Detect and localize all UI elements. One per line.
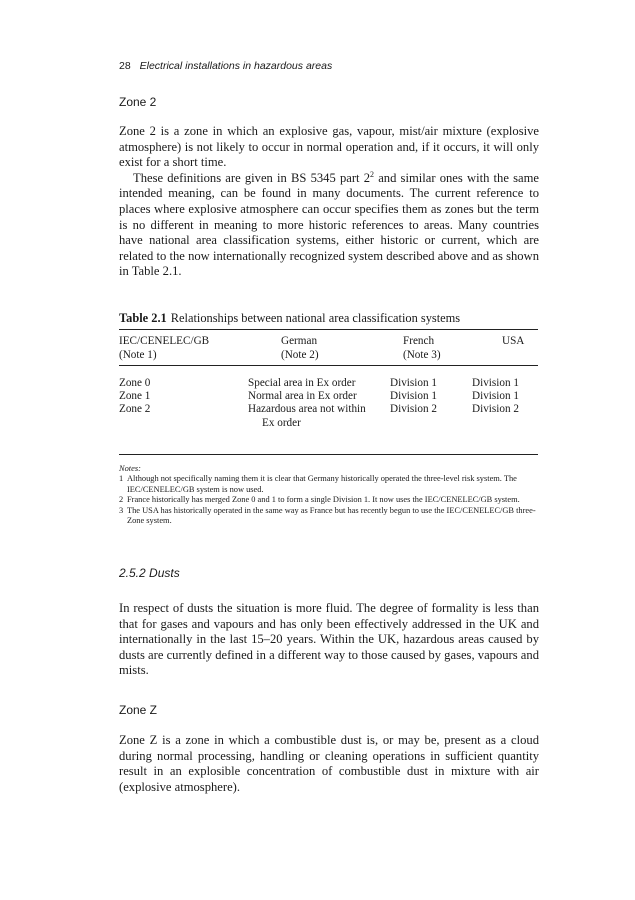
header-usa: [502, 335, 524, 349]
footnote-ref: 2: [370, 169, 375, 179]
zone-2-paragraph: Zone 2 is a zone in which an explosive gas, vapour, mist/air mixture (explosive atmosphere) is not likely to occur in normal operation and, if it occurs, it will only exist for a short time.: [119, 124, 539, 170]
table-header-rule: [119, 365, 538, 366]
note-text: The USA has historically operated in the same way as France but has recently begun to use the IEC/CENELEC/GB three-Zone system.: [127, 505, 536, 526]
zone-2-heading: Zone 2: [119, 95, 157, 109]
header-french: [403, 335, 441, 362]
dusts-paragraph: [119, 601, 539, 679]
table-cell: Normal area in Ex order: [248, 390, 357, 402]
note-number: 1: [119, 474, 124, 484]
table-cell: Special area in Ex order: [248, 377, 356, 389]
definitions-text-start: These definitions are given in BS 5345 part 2: [133, 170, 371, 185]
table-cell: Division 2: [472, 403, 519, 415]
running-head: [119, 60, 332, 72]
note-item: [119, 495, 538, 505]
header-french-note: (Note 3): [403, 348, 441, 361]
table-caption-text: Relationships between national area classification systems: [170, 311, 461, 325]
table-cell: Division 1: [472, 390, 519, 402]
table-cell: Zone 0: [119, 377, 151, 389]
book-title: Electrical installations in hazardous areas: [139, 60, 333, 72]
zone-z-heading: Zone Z: [119, 703, 158, 717]
table-cell: Zone 1: [119, 390, 151, 402]
note-text: France historically has merged Zone 0 and 1 to form a single Division 1. It now uses the IEC/CENELEC/GB system.: [127, 495, 520, 505]
note-number: 2: [119, 495, 124, 505]
zone-z-paragraph: [119, 733, 539, 795]
table-cell: Hazardous area not within Ex order: [248, 403, 366, 429]
header-french-line1: French: [403, 335, 435, 347]
table-cell: Division 1: [390, 377, 437, 389]
table-cell: Division 1: [472, 377, 519, 389]
definitions-paragraph: [119, 171, 539, 280]
header-iec-note: (Note 1): [119, 348, 157, 361]
dusts-text: In respect of dusts the situation is more fluid. The degree of formality is less than that for gases and vapours and has only been effectively addressed in the UK and internationally in the last 15–20 years. Within the UK, hazardous areas caused by dusts are currently defined in a different way to those caused by gases, vapours and mists.: [119, 601, 539, 678]
header-german: [281, 335, 319, 362]
table-notes: [119, 464, 538, 526]
zone-2-text: [119, 124, 539, 280]
header-german-line1: German: [281, 335, 318, 347]
dusts-heading: 2.5.2 Dusts: [119, 566, 180, 580]
header-german-note: (Note 2): [281, 348, 319, 361]
table-cell: Zone 2: [119, 403, 151, 415]
definitions-text-end: and similar ones with the same intended meaning, can be found in many documents. The current reference to places where explosive atmosphere can occur specifies them as zones but the term is no different in meaning to more historic references to areas. Many countries have national area classification systems, either historic or current, which are related to the now internationally recognized system described above and as shown in Table 2.1.: [119, 170, 539, 279]
table-caption: [119, 311, 460, 326]
header-usa-line1: USA: [502, 335, 525, 347]
table-header: [119, 335, 538, 363]
note-number: 3: [119, 505, 124, 515]
note-item: [119, 506, 538, 527]
table-cell: Division 2: [390, 403, 437, 415]
table-cell: Division 1: [390, 390, 437, 402]
note-item: [119, 474, 538, 495]
note-text: Although not specifically naming them it is clear that Germany historically operated the three-level risk system. The IEC/CENELEC/GB system is now used.: [127, 474, 517, 494]
table-body: [119, 377, 538, 443]
header-iec-line1: IEC/CENELEC/GB: [119, 335, 210, 347]
zone-z-text: Zone Z is a zone in which a combustible dust is, or may be, present as a cloud during normal processing, handling or cleaning operations in sufficient quantity result in an explosible concentration of combustible dust in mixture with air (explosive atmosphere).: [119, 733, 539, 794]
table-top-rule: [119, 329, 538, 330]
table-caption-label: Table 2.1: [119, 311, 167, 325]
page-number: 28: [119, 60, 131, 72]
table-bottom-rule: [119, 454, 538, 455]
notes-heading: Notes:: [119, 464, 141, 473]
header-iec: [119, 335, 209, 362]
